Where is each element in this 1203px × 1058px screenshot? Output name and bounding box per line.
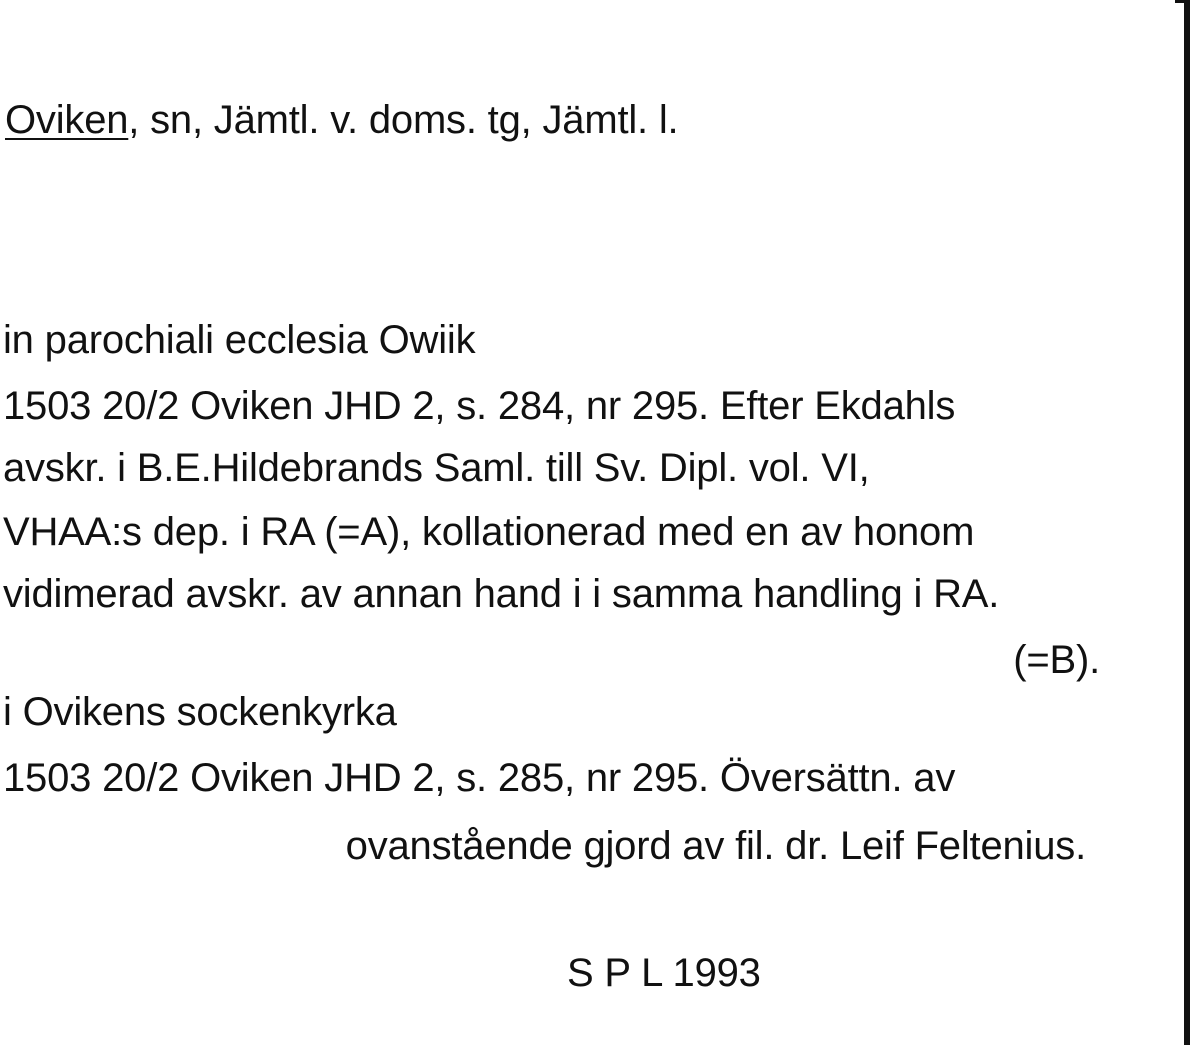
entry-line-8: 1503 20/2 Oviken JHD 2, s. 285, nr 295. Översättn. av: [3, 756, 956, 800]
signature: S P L 1993: [567, 951, 761, 995]
entry-line-1: in parochiali ecclesia Owiik: [3, 318, 476, 362]
entry-line-5: vidimerad avskr. av annan hand i i samma handling i RA.: [3, 572, 1000, 616]
entry-line-4: VHAA:s dep. i RA (=A), kollationerad med en av honom: [3, 510, 975, 554]
entry-line-2: 1503 20/2 Oviken JHD 2, s. 284, nr 295. Efter Ekdahls: [3, 384, 956, 428]
place-name: Oviken: [5, 98, 129, 142]
entry-line-3: avskr. i B.E.Hildebrands Saml. till Sv. Dipl. vol. VI,: [3, 446, 870, 490]
card-heading: [5, 100, 678, 140]
entry-line-6: (=B).: [1013, 638, 1100, 682]
card-right-border: [1184, 0, 1190, 1045]
card-corner-mark: [1175, 0, 1189, 3]
entry-line-7: i Ovikens sockenkyrka: [3, 690, 397, 734]
entry-line-9: ovanstående gjord av fil. dr. Leif Feltenius.: [345, 824, 1086, 868]
place-description: , sn, Jämtl. v. doms. tg, Jämtl. l.: [128, 98, 679, 142]
